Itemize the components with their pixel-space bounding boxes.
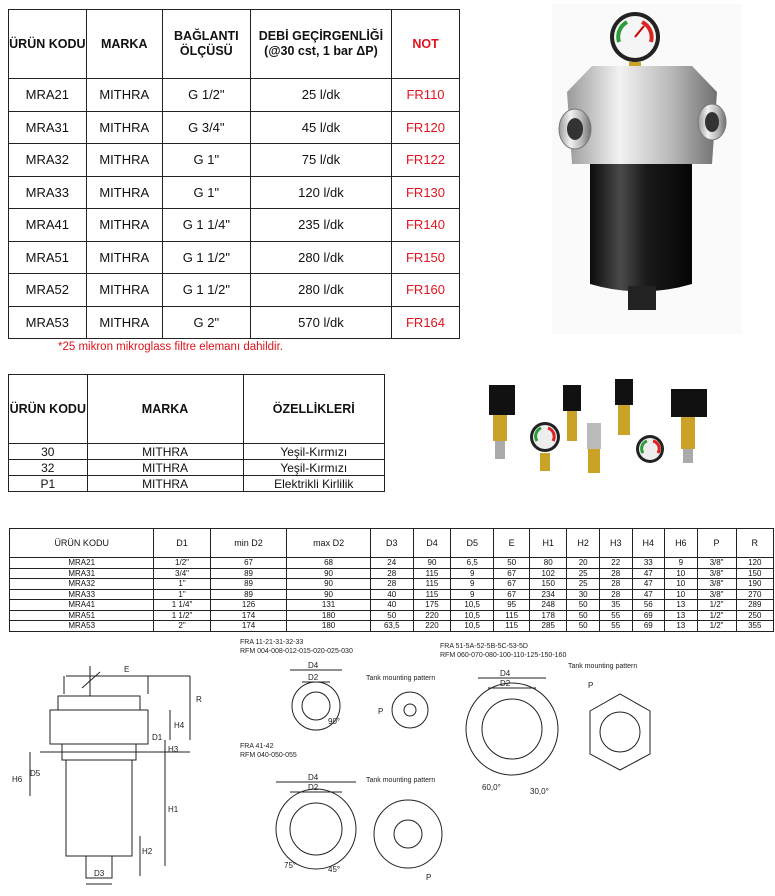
col-marka: MARKA (86, 10, 162, 79)
dim-label-D5: D5 (30, 769, 41, 778)
table-cell: 10,5 (451, 621, 494, 632)
dim-label-P: P (426, 873, 432, 882)
col-marka: MARKA (87, 375, 243, 444)
table-cell: 28 (599, 568, 632, 579)
table-cell: 10,5 (451, 600, 494, 611)
table-cell: 248 (530, 600, 567, 611)
table-cell: 131 (287, 600, 370, 611)
table-cell: 95 (494, 600, 530, 611)
table-cell: 67 (494, 579, 530, 590)
col-debi: DEBİ GEÇİRGENLİĞİ (@30 cst, 1 bar ΔP) (250, 10, 391, 79)
table-cell: FR160 (392, 274, 460, 307)
table-header-cell: H1 (530, 529, 567, 558)
dim-label-D2: D2 (500, 679, 511, 688)
table-cell: 235 l/dk (250, 209, 391, 242)
table-cell: 13 (665, 621, 698, 632)
col-urun-kodu: ÜRÜN KODU (9, 375, 88, 444)
angle-60: 60,0° (482, 783, 501, 792)
table-cell: 289 (736, 600, 773, 611)
table-cell: FR130 (392, 176, 460, 209)
filter-head-outline (50, 710, 148, 744)
angle-30: 30,0° (530, 787, 549, 796)
table-cell: 9 (665, 558, 698, 569)
table-cell: 3/8" (697, 568, 736, 579)
tank-mounting-label-3: Tank mounting pattern (366, 777, 436, 784)
indicators-product-image (475, 375, 730, 480)
table-cell: MRA53 (10, 621, 154, 632)
table-cell: 174 (210, 610, 287, 621)
table-cell: 250 (736, 610, 773, 621)
table-cell: 174 (210, 621, 287, 632)
table-cell: MRA41 (9, 209, 87, 242)
table-row (9, 460, 385, 476)
table-header-cell: D4 (413, 529, 450, 558)
table-row (10, 568, 774, 579)
table-cell: Elektrikli Kirlilik (243, 476, 384, 492)
table-cell: 75 l/dk (250, 144, 391, 177)
table-cell: 9 (451, 568, 494, 579)
table-cell: 47 (632, 579, 665, 590)
tank-mounting-label-2: Tank mounting pattern (568, 663, 638, 670)
table-cell: P1 (9, 476, 88, 492)
table-cell: 180 (287, 610, 370, 621)
table-cell: 10,5 (451, 610, 494, 621)
table-row (9, 444, 385, 460)
table-cell: MITHRA (87, 444, 243, 460)
table-cell: 280 l/dk (250, 241, 391, 274)
table-cell: 28 (599, 589, 632, 600)
table-cell: FR164 (392, 306, 460, 339)
table-cell: 178 (530, 610, 567, 621)
table-cell: 50 (494, 558, 530, 569)
table-cell: MRA51 (9, 241, 87, 274)
table-row (9, 79, 460, 112)
table-cell: 1 1/2" (154, 610, 210, 621)
filter-product-image (552, 4, 742, 334)
table-cell: 120 (736, 558, 773, 569)
table-cell: 55 (599, 610, 632, 621)
table-cell: MRA31 (9, 111, 87, 144)
table-cell: 115 (494, 621, 530, 632)
dim-label-P: P (588, 681, 594, 690)
fra2-label: FRA 51-5A-52-5B-5C-53-5D (440, 643, 528, 650)
table-cell: MRA32 (10, 579, 154, 590)
table-row (9, 306, 460, 339)
table-cell: 220 (413, 621, 450, 632)
table-cell: MRA33 (9, 176, 87, 209)
dim-label-D4: D4 (308, 773, 319, 782)
table-cell: G 3/4" (162, 111, 250, 144)
table-header-cell: H3 (599, 529, 632, 558)
table-cell: 115 (413, 568, 450, 579)
angle-90: 90° (328, 717, 341, 726)
table-cell: 120 l/dk (250, 176, 391, 209)
table-cell: 3/8" (697, 579, 736, 590)
table-cell: 90 (287, 579, 370, 590)
table-cell: 67 (210, 558, 287, 569)
table-row (10, 558, 774, 569)
table-cell: 30 (567, 589, 600, 600)
table-cell: MRA53 (9, 306, 87, 339)
table-cell: 9 (451, 579, 494, 590)
table-cell: 25 (567, 568, 600, 579)
table-cell: 69 (632, 610, 665, 621)
table-row (9, 144, 460, 177)
table-cell: FR150 (392, 241, 460, 274)
table-row (10, 610, 774, 621)
table-cell: 10 (665, 568, 698, 579)
table-cell: MITHRA (86, 306, 162, 339)
table-cell: Yeşil-Kırmızı (243, 460, 384, 476)
table-header-cell: H6 (665, 529, 698, 558)
table-cell: G 1 1/2" (162, 241, 250, 274)
table-row (9, 176, 460, 209)
table-cell: 50 (567, 610, 600, 621)
table-cell: 47 (632, 568, 665, 579)
table-cell: 50 (370, 610, 413, 621)
table-header-cell: D5 (451, 529, 494, 558)
table-cell: 69 (632, 621, 665, 632)
table-cell: Yeşil-Kırmızı (243, 444, 384, 460)
table-cell: 190 (736, 579, 773, 590)
table-cell: 25 l/dk (250, 79, 391, 112)
table-cell: 220 (413, 610, 450, 621)
table-cell: 56 (632, 600, 665, 611)
table-cell: 1/2" (697, 621, 736, 632)
table-cell: 234 (530, 589, 567, 600)
dim-label-E: E (124, 665, 130, 674)
table-cell: 9 (451, 589, 494, 600)
table-header-cell: min D2 (210, 529, 287, 558)
table-cell: 67 (494, 568, 530, 579)
table-cell: 47 (632, 589, 665, 600)
table-cell: 102 (530, 568, 567, 579)
table-cell: 3/4" (154, 568, 210, 579)
table-cell: MITHRA (87, 476, 243, 492)
dim-label-H4: H4 (174, 721, 185, 730)
table-cell: G 2" (162, 306, 250, 339)
table-cell: 28 (370, 579, 413, 590)
table-cell: 90 (287, 568, 370, 579)
table-cell: 13 (665, 610, 698, 621)
table-cell: 24 (370, 558, 413, 569)
table-cell: G 1 1/2" (162, 274, 250, 307)
table-cell: FR122 (392, 144, 460, 177)
table-cell: 180 (287, 621, 370, 632)
table-cell: 10 (665, 579, 698, 590)
angle-45: 45° (328, 865, 341, 874)
table-cell: MRA41 (10, 600, 154, 611)
table-row (10, 600, 774, 611)
filter-table (8, 9, 460, 339)
table-cell: FR140 (392, 209, 460, 242)
table-cell: 89 (210, 579, 287, 590)
dim-label-P: P (378, 707, 384, 716)
fra1-label: FRA 11-21-31-32-33 (240, 639, 304, 646)
table-row (10, 579, 774, 590)
table-cell: 89 (210, 589, 287, 600)
table-header-cell: P (697, 529, 736, 558)
table-cell: 1/2" (154, 558, 210, 569)
table-cell: 115 (494, 610, 530, 621)
table-cell: 3/8" (697, 558, 736, 569)
rfm1-label: RFM 004-008-012-015-020-025-030 (240, 648, 353, 655)
table-header-cell: max D2 (287, 529, 370, 558)
table-cell: 68 (287, 558, 370, 569)
dim-label-H6: H6 (12, 775, 23, 784)
table-row (9, 111, 460, 144)
table-cell: 35 (599, 600, 632, 611)
fra3-label: FRA 41-42 (240, 743, 274, 750)
table-cell: MRA31 (10, 568, 154, 579)
col-ozellikleri: ÖZELLİKLERİ (243, 375, 384, 444)
dim-label-D4: D4 (500, 669, 511, 678)
table-cell: 80 (530, 558, 567, 569)
table-row (9, 476, 385, 492)
col-not: NOT (392, 10, 460, 79)
table-cell: 63,5 (370, 621, 413, 632)
table-cell: MITHRA (86, 144, 162, 177)
table-header-cell: D3 (370, 529, 413, 558)
indicator-table (8, 374, 385, 492)
dim-label-H2: H2 (142, 847, 153, 856)
table-cell: 150 (736, 568, 773, 579)
table-header-row (9, 10, 460, 79)
dim-label-D3: D3 (94, 869, 105, 878)
col-baglanti: BAĞLANTI ÖLÇÜSÜ (162, 10, 250, 79)
table-cell: 25 (567, 579, 600, 590)
table-row (9, 209, 460, 242)
table-header-row (10, 529, 774, 558)
table-cell: 1" (154, 589, 210, 600)
table-cell: MRA21 (10, 558, 154, 569)
table-cell: 270 (736, 589, 773, 600)
table-cell: 89 (210, 568, 287, 579)
table-cell: 28 (370, 568, 413, 579)
table-cell: 10 (665, 589, 698, 600)
table-cell: MRA32 (9, 144, 87, 177)
dim-label-H1: H1 (168, 805, 179, 814)
table-row (10, 621, 774, 632)
table-cell: G 1/2" (162, 79, 250, 112)
table-cell: MITHRA (86, 274, 162, 307)
table-row (9, 241, 460, 274)
table-cell: 22 (599, 558, 632, 569)
table-cell: 285 (530, 621, 567, 632)
col-urun-kodu: ÜRÜN KODU (9, 10, 87, 79)
table-cell: 33 (632, 558, 665, 569)
table-cell: 1" (154, 579, 210, 590)
table-cell: 3/8" (697, 589, 736, 600)
table-cell: 55 (599, 621, 632, 632)
table-cell: 90 (413, 558, 450, 569)
table-cell: MITHRA (87, 460, 243, 476)
dim-label-R: R (196, 695, 202, 704)
table-cell: MITHRA (86, 79, 162, 112)
table-cell: MRA33 (10, 589, 154, 600)
table-cell: 355 (736, 621, 773, 632)
table-header-cell: R (736, 529, 773, 558)
table-cell: 570 l/dk (250, 306, 391, 339)
table-cell: G 1" (162, 176, 250, 209)
table-header-cell: ÜRÜN KODU (10, 529, 154, 558)
table-cell: MRA51 (10, 610, 154, 621)
table-cell: 2" (154, 621, 210, 632)
table-cell: 40 (370, 589, 413, 600)
table-row (9, 274, 460, 307)
dim-label-D2: D2 (308, 673, 319, 682)
table-header-row (9, 375, 385, 444)
table-cell: MITHRA (86, 111, 162, 144)
dim-label-H3: H3 (168, 745, 179, 754)
table-cell: 30 (9, 444, 88, 460)
table-cell: G 1" (162, 144, 250, 177)
filter-note: *25 mikron mikroglass filtre elemanı dahildir. (58, 341, 283, 353)
table-cell: 115 (413, 589, 450, 600)
dim-label-D1: D1 (152, 733, 163, 742)
table-cell: 32 (9, 460, 88, 476)
table-cell: 90 (287, 589, 370, 600)
table-cell: 115 (413, 579, 450, 590)
table-cell: 45 l/dk (250, 111, 391, 144)
table-header-cell: H2 (567, 529, 600, 558)
table-cell: 67 (494, 589, 530, 600)
table-cell: 50 (567, 600, 600, 611)
dim-label-D2: D2 (308, 783, 319, 792)
table-cell: 126 (210, 600, 287, 611)
table-cell: FR120 (392, 111, 460, 144)
table-cell: MRA52 (9, 274, 87, 307)
table-cell: 1 1/4" (154, 600, 210, 611)
angle-75: 75° (284, 861, 297, 870)
table-cell: 20 (567, 558, 600, 569)
technical-drawings (0, 636, 775, 896)
rfm3-label: RFM 040-050-055 (240, 752, 297, 759)
table-cell: 40 (370, 600, 413, 611)
table-cell: MITHRA (86, 241, 162, 274)
dimensions-table (9, 528, 774, 632)
table-cell: 13 (665, 600, 698, 611)
table-cell: 1/2" (697, 600, 736, 611)
table-cell: FR110 (392, 79, 460, 112)
table-cell: MITHRA (86, 209, 162, 242)
table-header-cell: D1 (154, 529, 210, 558)
tank-mounting-label-1: Tank mounting pattern (366, 675, 436, 682)
table-cell: G 1 1/4" (162, 209, 250, 242)
table-header-cell: H4 (632, 529, 665, 558)
table-cell: 175 (413, 600, 450, 611)
table-cell: 6,5 (451, 558, 494, 569)
table-cell: 50 (567, 621, 600, 632)
table-cell: 1/2" (697, 610, 736, 621)
table-row (10, 589, 774, 600)
table-cell: MRA21 (9, 79, 87, 112)
rfm2-label: RFM 060-070-080-100-110-125-150-160 (440, 652, 567, 659)
dim-label-D4: D4 (308, 661, 319, 670)
table-cell: 150 (530, 579, 567, 590)
table-cell: MITHRA (86, 176, 162, 209)
table-cell: 280 l/dk (250, 274, 391, 307)
table-header-cell: E (494, 529, 530, 558)
table-cell: 28 (599, 579, 632, 590)
